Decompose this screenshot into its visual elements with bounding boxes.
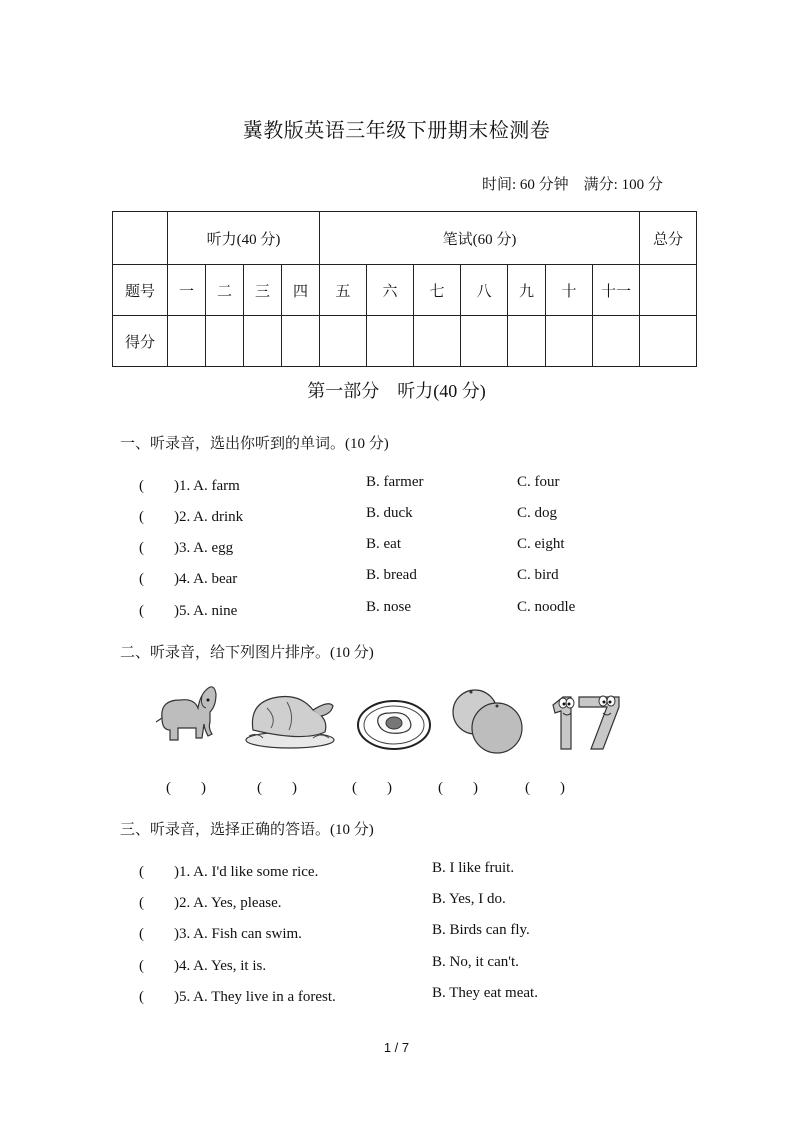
s1-q4-c: C. bird	[517, 567, 559, 583]
score-cell[interactable]	[546, 316, 593, 367]
s1-q3-c: C. eight	[517, 536, 565, 552]
section1-heading: 一、听录音，选出你听到的单词。(10 分)	[120, 436, 389, 452]
elephant-icon	[150, 678, 222, 754]
question-number: 四	[282, 265, 320, 316]
question-number: 七	[414, 265, 461, 316]
fried-egg-icon	[356, 699, 432, 751]
row-label-score: 得分	[113, 316, 168, 367]
s3-q3-a: ( )3. A. Fish can swim.	[139, 926, 302, 942]
score-cell[interactable]	[640, 316, 697, 367]
question-number: 十一	[593, 265, 640, 316]
question-number: 十	[546, 265, 593, 316]
page-title: 冀教版英语三年级下册期末检测卷	[242, 118, 551, 142]
score-cell[interactable]	[320, 316, 367, 367]
question-number: 二	[206, 265, 244, 316]
question-number: 八	[461, 265, 508, 316]
s3-q4-a: ( )4. A. Yes, it is.	[139, 958, 267, 974]
answer-bracket[interactable]: ( )	[438, 780, 478, 796]
s1-q5-a: ( )5. A. nine	[139, 603, 238, 619]
listening-header: 听力(40 分)	[168, 212, 320, 265]
page-number: 1 / 7	[383, 1040, 410, 1055]
score-cell[interactable]	[508, 316, 546, 367]
s1-q3-a: ( )3. A. egg	[139, 540, 234, 556]
s3-q3-b: B. Birds can fly.	[432, 922, 530, 938]
s3-q1-a: ( )1. A. I'd like some rice.	[139, 864, 319, 880]
section3-heading: 三、听录音，选择正确的答语。(10 分)	[120, 822, 374, 838]
question-number: 九	[508, 265, 546, 316]
score-cell[interactable]	[414, 316, 461, 367]
s1-q1-c: C. four	[517, 474, 560, 490]
score-cell[interactable]	[593, 316, 640, 367]
answer-bracket[interactable]: ( )	[352, 780, 392, 796]
score-table	[112, 211, 697, 367]
roast-chicken-icon	[243, 688, 338, 752]
s1-q2-c: C. dog	[517, 505, 558, 521]
score-cell[interactable]	[367, 316, 414, 367]
part-heading: 第一部分 听力(40 分)	[307, 381, 486, 401]
score-cell[interactable]	[244, 316, 282, 367]
score-cell[interactable]	[461, 316, 508, 367]
row-label-number: 题号	[113, 265, 168, 316]
question-number: 一	[168, 265, 206, 316]
number-17-icon	[547, 689, 625, 753]
question-number: 五	[320, 265, 367, 316]
total-header: 总分	[640, 212, 697, 265]
s1-q5-c: C. noodle	[517, 599, 576, 615]
s1-q1-b: B. farmer	[366, 474, 424, 490]
s3-q4-b: B. No, it can't.	[432, 954, 519, 970]
s3-q5-b: B. They eat meat.	[432, 985, 538, 1001]
s3-q2-a: ( )2. A. Yes, please.	[139, 895, 282, 911]
oranges-icon	[449, 686, 527, 756]
s1-q2-a: ( )2. A. drink	[139, 509, 244, 525]
s1-q4-b: B. bread	[366, 567, 417, 583]
exam-time-score: 时间: 60 分钟 满分: 100 分	[482, 177, 663, 193]
s1-q3-b: B. eat	[366, 536, 401, 552]
answer-bracket[interactable]: ( )	[166, 780, 206, 796]
answer-bracket[interactable]: ( )	[257, 780, 297, 796]
section2-heading: 二、听录音，给下列图片排序。(10 分)	[120, 645, 374, 661]
s3-q5-a: ( )5. A. They live in a forest.	[139, 989, 336, 1005]
total-number-cell	[640, 265, 697, 316]
score-cell[interactable]	[168, 316, 206, 367]
s1-q5-b: B. nose	[366, 599, 411, 615]
writing-header: 笔试(60 分)	[320, 212, 640, 265]
answer-bracket[interactable]: ( )	[525, 780, 565, 796]
s3-q1-b: B. I like fruit.	[432, 860, 515, 876]
question-number: 六	[367, 265, 414, 316]
s1-q1-a: ( )1. A. farm	[139, 478, 240, 494]
score-cell[interactable]	[282, 316, 320, 367]
score-table-corner	[113, 212, 168, 265]
score-cell[interactable]	[206, 316, 244, 367]
s3-q2-b: B. Yes, I do.	[432, 891, 506, 907]
s1-q4-a: ( )4. A. bear	[139, 571, 238, 587]
s1-q2-b: B. duck	[366, 505, 413, 521]
question-number: 三	[244, 265, 282, 316]
